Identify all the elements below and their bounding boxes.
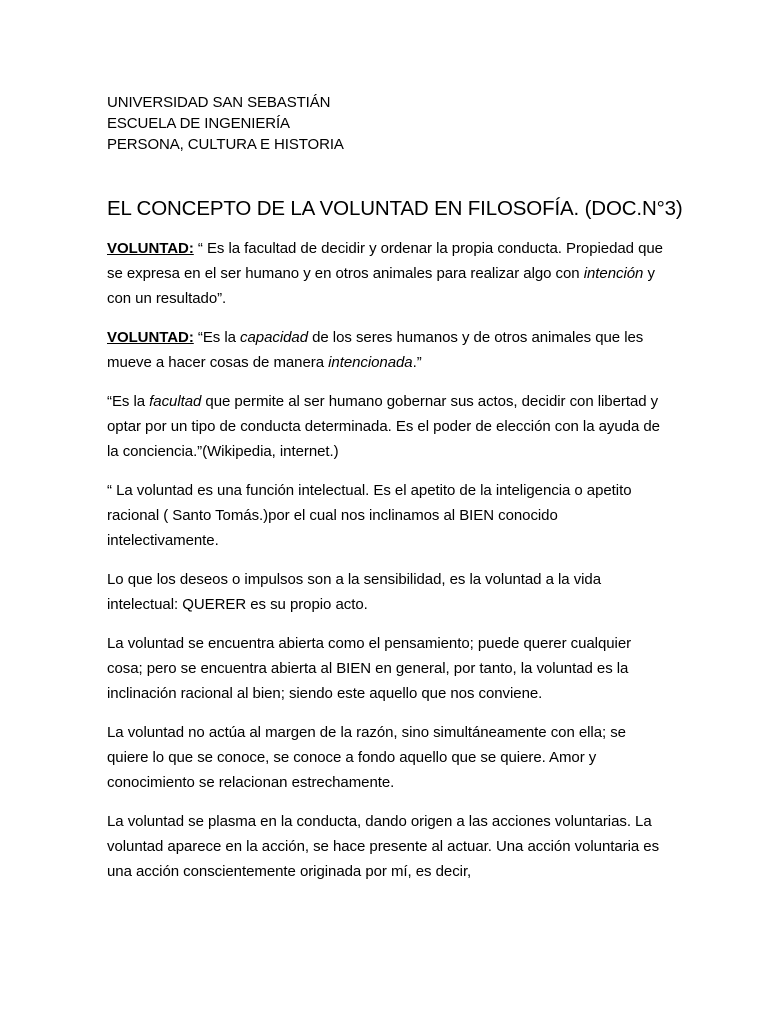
paragraph-text: “Es la — [107, 393, 150, 410]
document-header — [107, 92, 667, 155]
paragraph-text: de los seres humanos y de otros animales que les mueve a hacer cosas de manera — [107, 329, 644, 371]
italic-term: facultad — [149, 393, 202, 410]
paragraph-accion: La voluntad se plasma en la conducta, dando origen a las acciones voluntarias. La voluntad aparece en la acción, se hace presente al actuar. Una acción voluntaria es una acción conscientemente originada por mí, es decir, — [107, 813, 660, 880]
document-page — [107, 92, 683, 884]
voluntad-label: VOLUNTAD: — [107, 329, 194, 346]
italic-term: intencionada — [328, 354, 413, 371]
paragraph-text: “ Es la facultad de decidir y ordenar la propia conducta. Propiedad que se expresa en el ser humano y en otros animales para realizar algo con — [107, 240, 663, 282]
paragraph-querer: Lo que los deseos o impulsos son a la sensibilidad, es la voluntad a la vida intelectual: QUERER es su propio acto. — [107, 571, 602, 613]
italic-term: capacidad — [240, 329, 308, 346]
university-name: UNIVERSIDAD SAN SEBASTIÁN — [107, 94, 331, 111]
paragraph-text: y con un resultado”. — [107, 265, 655, 307]
paragraph-text: que permite al ser humano gobernar sus actos, decidir con libertad y optar por un tipo de conducta determinada. Es el poder de elección con la ayuda de la conciencia.”(Wikipedia, internet.) — [107, 393, 660, 460]
paragraph-definition-2 — [107, 325, 667, 375]
school-name: ESCUELA DE INGENIERÍA — [107, 115, 290, 132]
course-name: PERSONA, CULTURA E HISTORIA — [107, 136, 344, 153]
italic-term: intención — [583, 265, 644, 282]
document-title: EL CONCEPTO DE LA VOLUNTAD EN FILOSOFÍA. (DOC.N°3) — [107, 197, 683, 220]
paragraph-definition-1 — [107, 236, 667, 311]
paragraph-razon: La voluntad no actúa al margen de la razón, sino simultáneamente con ella; se quiere lo que se conoce, se conoce a fondo aquello que se quiere. Amor y conocimiento se relacionan estrechamente. — [107, 724, 626, 791]
paragraph-santo-tomas: “ La voluntad es una función intelectual. Es el apetito de la inteligencia o apetito racional ( Santo Tomás.)por el cual nos inclinamos al BIEN conocido intelectivamente. — [107, 482, 632, 549]
voluntad-label: VOLUNTAD: — [107, 240, 194, 257]
paragraph-text: “Es la — [193, 329, 241, 346]
paragraph-bien: La voluntad se encuentra abierta como el pensamiento; puede querer cualquier cosa; pero se encuentra abierta al BIEN en general, por tanto, la voluntad es la inclinación racional al bien; siendo este aquello que nos conviene. — [107, 635, 632, 702]
paragraph-definition-3 — [107, 389, 667, 464]
paragraph-text: .” — [412, 354, 422, 371]
